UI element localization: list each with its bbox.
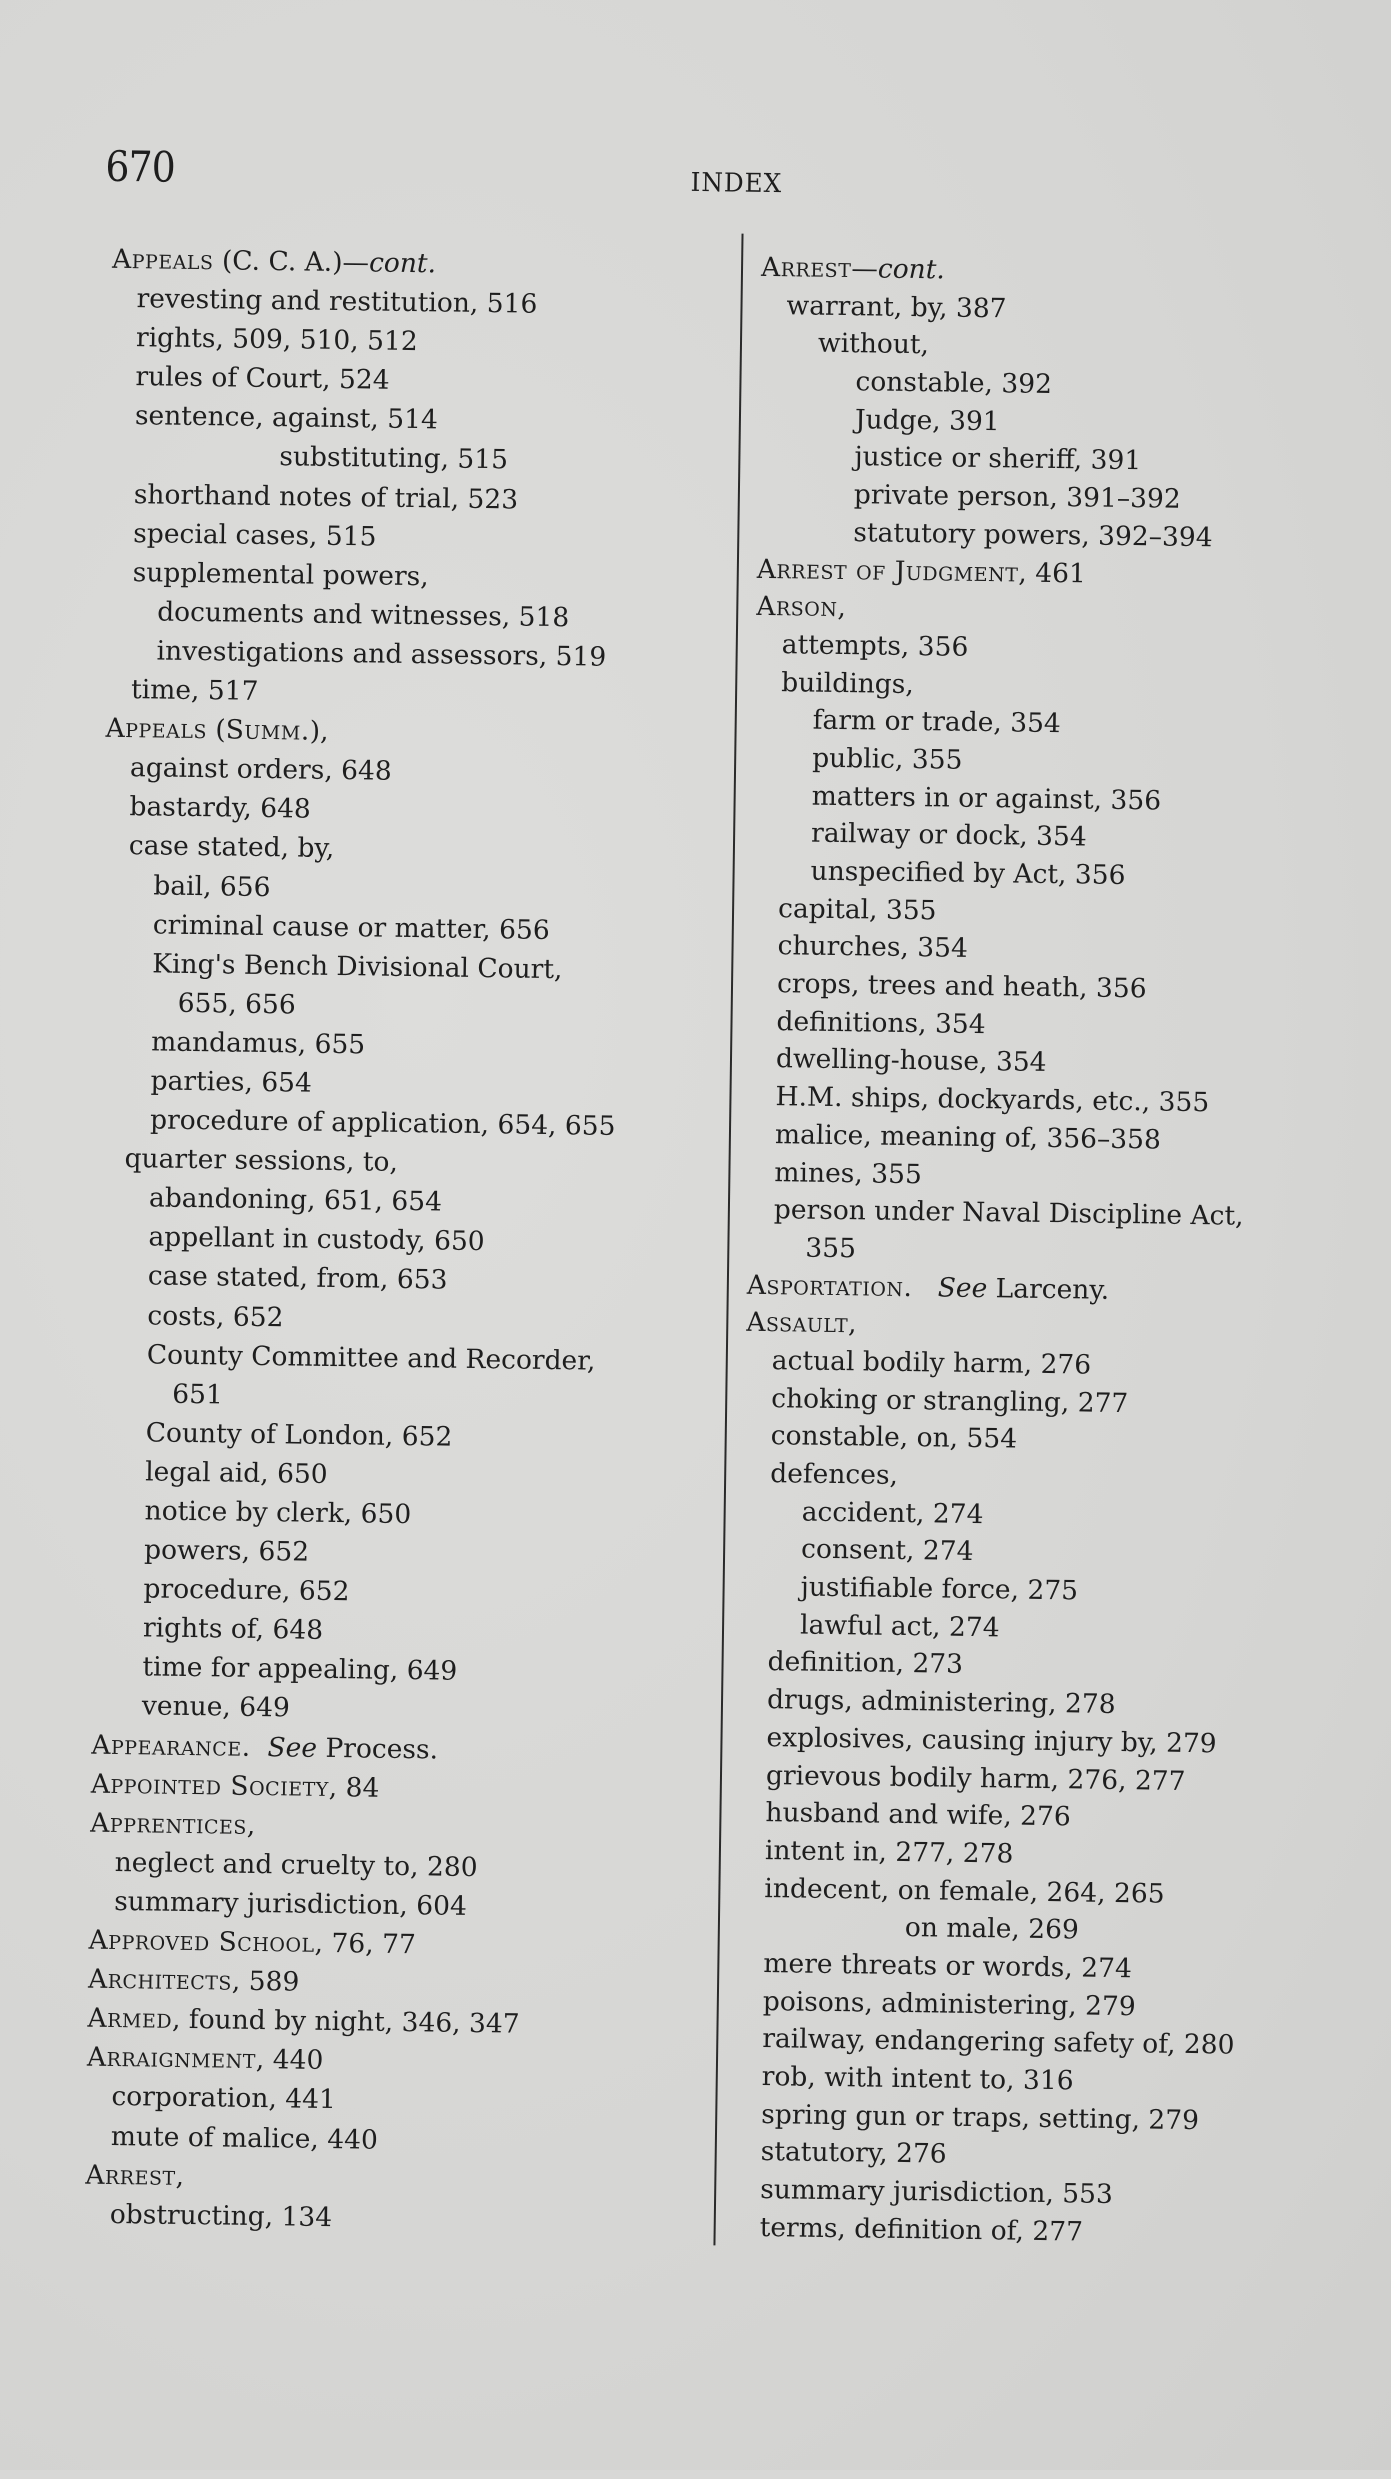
entry-text: , (246, 1809, 256, 1841)
entry-text: notice by clerk, 650 (144, 1495, 412, 1531)
entry-heading: Approved School (88, 1924, 315, 1959)
entry-text: supplemental powers, (132, 556, 429, 592)
entry-text: costs, 652 (147, 1299, 284, 1333)
entry-text: statutory powers, 392–394 (853, 516, 1213, 554)
entry-text: husband and wife, 276 (765, 1797, 1071, 1833)
entry-text: malice, meaning of, 356–358 (774, 1118, 1162, 1156)
entry-text: actual bodily harm, 276 (771, 1345, 1092, 1381)
entry-text: accident, 274 (801, 1496, 984, 1530)
entry-text: Larceny. (987, 1272, 1110, 1306)
entry-heading: Appearance. (91, 1729, 251, 1763)
left-column (85, 240, 713, 2242)
entry-text: dwelling-house, 354 (775, 1043, 1047, 1079)
entry-text: — (851, 253, 879, 285)
index-subentry (733, 2208, 1333, 2254)
entry-text: unspecified by Act, 356 (810, 855, 1126, 892)
entry-heading: Asportation. (746, 1269, 913, 1303)
entry-text: intent in, 277, 278 (764, 1834, 1014, 1870)
entry-heading: Apprentices (90, 1807, 248, 1841)
entry-text: 651 (172, 1378, 224, 1411)
entry-text (250, 1731, 267, 1762)
entry-text: procedure of application, 654, 655 (149, 1104, 616, 1142)
entry-text: ( (206, 714, 226, 746)
entry-text: appellant in custody, 650 (148, 1221, 485, 1258)
entry-text: case stated, by, (128, 830, 335, 865)
entry-text: legal aid, 650 (144, 1456, 328, 1490)
entry-heading: Armed (87, 2002, 173, 2036)
entry-text: drugs, administering, 278 (766, 1684, 1116, 1721)
entry-text: shorthand notes of trial, 523 (133, 478, 519, 516)
index-subentry (85, 2194, 685, 2241)
entry-text: consent, 274 (800, 1533, 974, 1568)
entry-text: , 76, 77 (314, 1927, 417, 1961)
entry-text: terms, definition of, 277 (759, 2211, 1084, 2248)
entry-text: County Committee and Recorder, (146, 1339, 596, 1377)
entry-text: case stated, from, 653 (147, 1260, 448, 1297)
entry-text: sentence, against, 514 (134, 400, 439, 436)
entry-text: , (847, 1308, 857, 1340)
entry-text: substituting, 515 (279, 441, 509, 476)
entry-text: procedure, 652 (143, 1573, 350, 1608)
entry-text: H.M. ships, dockyards, etc., 355 (775, 1081, 1210, 1119)
entry-text: private person, 391–392 (853, 479, 1181, 515)
entry-italic: See (267, 1731, 318, 1764)
entry-text: farm or trade, 354 (812, 704, 1062, 740)
entry-text: choking or strangling, 277 (771, 1382, 1129, 1419)
entry-text: churches, 354 (777, 930, 969, 965)
entry-text: mute of malice, 440 (110, 2120, 379, 2156)
entry-text (912, 1272, 938, 1303)
entry-text: venue, 649 (141, 1690, 291, 1724)
running-head: INDEX (690, 167, 783, 200)
entry-text: Judge, 391 (854, 403, 1000, 437)
entry-text: railway, endangering safety of, 280 (762, 2023, 1235, 2061)
entry-text: , found by night, 346, 347 (171, 2004, 520, 2040)
page-number: 670 (105, 141, 176, 192)
entry-text: , 461 (1018, 556, 1087, 589)
entry-text: summary jurisdiction, 553 (760, 2174, 1114, 2211)
entry-text: bastardy, 648 (129, 791, 311, 825)
entry-text: without, (817, 328, 930, 361)
entry-text: capital, 355 (777, 892, 937, 927)
entry-text: railway or dock, 354 (810, 817, 1087, 853)
entry-text: explosives, causing injury by, 279 (766, 1721, 1217, 1760)
entry-heading: Arraignment (86, 2041, 257, 2076)
entry-text: justice or sheriff, 391 (854, 441, 1142, 477)
entry-text: spring gun or traps, setting, 279 (761, 2098, 1200, 2136)
entry-heading: Summ. (225, 714, 310, 747)
entry-text: powers, 652 (143, 1534, 310, 1568)
entry-text: attempts, 356 (781, 629, 969, 663)
entry-text: justifiable force, 275 (800, 1571, 1079, 1607)
entry-text: mines, 355 (774, 1156, 923, 1190)
entry-heading: Arrest of Judgment (756, 553, 1019, 588)
entry-heading: Arson (756, 591, 838, 624)
entry-heading: Appointed Society (90, 1768, 330, 1803)
entry-text: (C. C. A.)— (213, 245, 370, 279)
entry-heading: Assault (746, 1307, 849, 1340)
entry-text: buildings, (781, 666, 914, 700)
entry-text: warrant, by, 387 (786, 289, 1007, 324)
entry-text: , 84 (328, 1771, 380, 1804)
entry-text: against orders, 648 (129, 752, 392, 787)
entry-text: , (175, 2160, 185, 2192)
entry-text: parties, 654 (150, 1065, 313, 1099)
entry-text: neglect and cruelty to, 280 (114, 1846, 478, 1883)
entry-text: quarter sessions, to, (124, 1143, 399, 1179)
entry-text: definitions, 354 (776, 1005, 986, 1040)
entry-text: special cases, 515 (133, 517, 377, 553)
entry-text: criminal cause or matter, 656 (152, 909, 550, 946)
entry-text: constable, on, 554 (770, 1420, 1018, 1455)
entry-text: mandamus, 655 (150, 1026, 366, 1061)
entry-text: , 589 (231, 1965, 300, 1998)
entry-text: obstructing, 134 (109, 2198, 333, 2233)
entry-text: 355 (805, 1232, 857, 1265)
entry-text: corporation, 441 (111, 2081, 337, 2116)
entry-text: revesting and restitution, 516 (136, 283, 538, 320)
entry-text: rights, 509, 510, 512 (135, 322, 418, 358)
entry-text: public, 355 (812, 742, 963, 776)
entry-heading: Appeals (105, 712, 208, 746)
entry-text: documents and witnesses, 518 (156, 596, 570, 634)
entry-text: time for appealing, 649 (142, 1651, 458, 1688)
entry-text: defences, (770, 1458, 899, 1491)
entry-text: rights of, 648 (142, 1612, 324, 1647)
entry-text: , 440 (255, 2044, 324, 2077)
entry-text: person under Naval Discipline Act, (773, 1194, 1244, 1232)
entry-text: statutory, 276 (760, 2136, 947, 2171)
entry-text: , (837, 592, 847, 624)
entry-heading: Arrest (85, 2159, 176, 2192)
entry-text: 655, 656 (177, 987, 296, 1021)
entry-text: lawful act, 274 (799, 1609, 1000, 1644)
entry-text: County of London, 652 (145, 1417, 453, 1453)
entry-italic: cont. (368, 247, 437, 280)
entry-italic: See (937, 1271, 988, 1304)
entry-text: abandoning, 651, 654 (148, 1182, 443, 1218)
entry-text: summary jurisdiction, 604 (113, 1885, 468, 1922)
entry-text: constable, 392 (855, 366, 1053, 400)
entry-text: rob, with intent to, 316 (761, 2061, 1074, 2097)
entry-text: crops, trees and heath, 356 (776, 968, 1147, 1005)
entry-text: on male, 269 (904, 1912, 1080, 1946)
entry-text: mere threats or words, 274 (763, 1947, 1133, 1985)
entry-heading: Architects (87, 1963, 233, 1997)
entry-text: rules of Court, 524 (135, 361, 390, 396)
entry-text: ), (309, 715, 329, 747)
entry-text: investigations and assessors, 519 (156, 635, 607, 673)
entry-heading: Appeals (111, 243, 214, 277)
entry-text: time, 517 (130, 674, 259, 707)
entry-heading: Arrest (760, 251, 852, 285)
entry-text: definition, 273 (767, 1646, 964, 1681)
entry-text: Process. (316, 1732, 439, 1766)
entry-text: poisons, administering, 279 (762, 1985, 1136, 2022)
entry-text: grievous bodily harm, 276, 277 (765, 1759, 1186, 1797)
entry-italic: cont. (877, 253, 946, 286)
entry-text: indecent, on female, 264, 265 (764, 1872, 1165, 1910)
entry-text: King's Bench Divisional Court, (152, 948, 563, 985)
entry-text: bail, 656 (153, 869, 271, 903)
entry-text: matters in or against, 356 (811, 780, 1162, 817)
right-column (733, 249, 1361, 2255)
